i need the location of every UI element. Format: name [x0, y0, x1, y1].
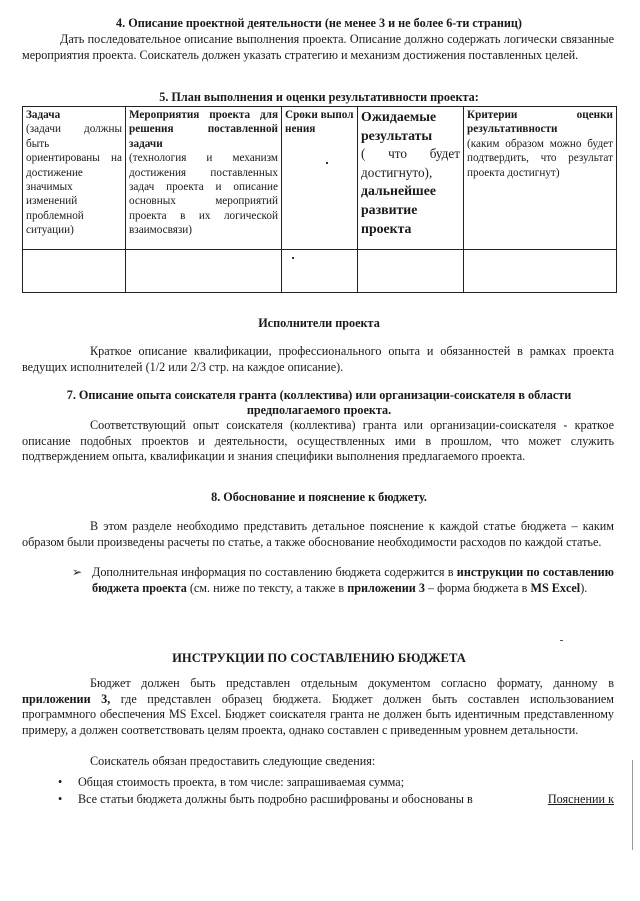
col-task: [23, 107, 126, 250]
bullet-text: (см. ниже по тексту, а также в: [186, 580, 348, 595]
section-6-heading: Исполнители проекта: [258, 316, 380, 330]
bullet-text: – форма бюджета в: [424, 580, 531, 595]
col-deadlines: [282, 107, 358, 250]
instructions-heading: ИНСТРУКЦИИ ПО СОСТАВЛЕНИЮ БЮДЖЕТА: [172, 651, 466, 665]
table-cell: [464, 250, 617, 293]
section-4-heading: 4. Описание проектной деятельности (не менее 3 и не более 6-ти страниц): [116, 16, 522, 30]
col-expected-results: [358, 107, 464, 250]
section-4-text: Дать последовательное описание выполнения проекта. Описание должно содержать логически связанные мероприятия проекта. Соискатель должен указать стратегию и механизм достижения поставленных целей.: [22, 32, 614, 62]
bullet-bold-ref: инструкции по составлению бюджета проекта: [92, 565, 614, 595]
section-8-bullet: [92, 565, 614, 596]
col-criteria: [464, 107, 617, 250]
instructions-paragraph-2: Соискатель обязан предоставить следующие сведения:: [90, 754, 376, 768]
li2-link-text: Пояснении к: [547, 792, 614, 806]
li2-text: Все статьи бюджета должны быть подробно расшифрованы и обоснованы в: [78, 792, 473, 806]
col-activities: [126, 107, 282, 250]
bullet-bold-excel: MS Excel: [530, 580, 581, 595]
list-item: Общая стоимость проекта, в том числе: запрашиваемая сумма;: [78, 775, 405, 789]
list-item: [78, 792, 614, 808]
section-7-heading-line2: предполагаемого проекта.: [246, 403, 392, 417]
table-header-row: [23, 107, 617, 250]
col-results-mid: ( что будет достигнуто),: [361, 146, 460, 180]
col-activities-note: (технология и механизм достижения поставленных задач проекта и описание основных мероприятий проекта в их логической взаимосвязи): [129, 152, 278, 237]
col-results-title: Ожидаемые результаты: [361, 109, 437, 143]
bullet-text: Дополнительная информация по составлению бюджета содержится в: [92, 565, 457, 579]
section-6-text: Краткое описание квалификации, профессионального опыта и обязанностей в рамках проекта ведущих исполнителей (1/2 или 2/3 стр. на каждое описание).: [22, 344, 614, 374]
table-row: [23, 250, 617, 293]
bullet-text: ).: [580, 580, 588, 595]
table-cell: [23, 250, 126, 293]
col-activities-title: Мероприятия проекта для решения поставленной задачи: [129, 109, 278, 150]
scan-speck: [326, 162, 328, 164]
table-cell: [126, 250, 282, 293]
col-task-note: (задачи должны быть ориентированы на достижение значимых изменений проблемной ситуации): [26, 123, 122, 237]
p1-text: Бюджет должен быть представлен отдельным документом согласно формату, данному в: [90, 676, 614, 690]
section-8-text: В этом разделе необходимо представить детальное пояснение к каждой статье бюджета – каким образом были произведены расчеты по статье, а также обоснование необходимости расходов по каждой статье.: [22, 519, 614, 549]
table-cell: [282, 250, 358, 293]
col-results-tail: дальнейшее развитие проекта: [361, 183, 436, 236]
scan-edge-line: [632, 760, 633, 850]
section-7-heading-line1: 7. Описание опыта соискателя гранта (коллектива) или организации-соискателя в области: [66, 388, 572, 402]
section-5-heading: 5. План выполнения и оценки результативности проекта:: [159, 90, 479, 104]
scan-speck: [292, 257, 294, 259]
scan-speck: [560, 640, 563, 641]
table-cell: [358, 250, 464, 293]
section-7-text: Соответствующий опыт соискателя (коллектива) гранта или организации-соискателя - краткое описание подобных проектов и деятельности, осуществленных ими в прошлом, что может служить подтверждением опыта, квалификации и знания специфики выполнения предлагаемого проекта.: [22, 418, 614, 463]
p1-text: где представлен образец бюджета. Бюджет должен быть составлен использованием программного обеспечения MS Excel. Бюджет соискателя гранта не должен быть идентичным представленному примеру, а должен соответствовать целям проекта, однако составлен с приведенным уровнем детальности.: [22, 691, 614, 737]
bullet-icon: •: [58, 792, 63, 806]
col-task-title: Задача: [26, 109, 61, 121]
instructions-paragraph-1: [22, 676, 614, 738]
plan-table: [22, 106, 617, 293]
bullet-icon: •: [58, 775, 63, 789]
col-deadlines-title: Сроки выполнения: [285, 109, 354, 136]
col-criteria-note: (каким образом можно будет подтвердить, что результат проекта достигнут): [467, 137, 613, 179]
col-criteria-title: Критерии оценки результативности: [467, 109, 613, 136]
arrow-bullet-icon: ➢: [72, 565, 83, 579]
section-8-heading: 8. Обоснование и пояснение к бюджету.: [211, 490, 427, 504]
bullet-bold-appendix: приложении 3: [347, 580, 425, 595]
p1-bold-appendix: приложении 3,: [22, 691, 111, 706]
